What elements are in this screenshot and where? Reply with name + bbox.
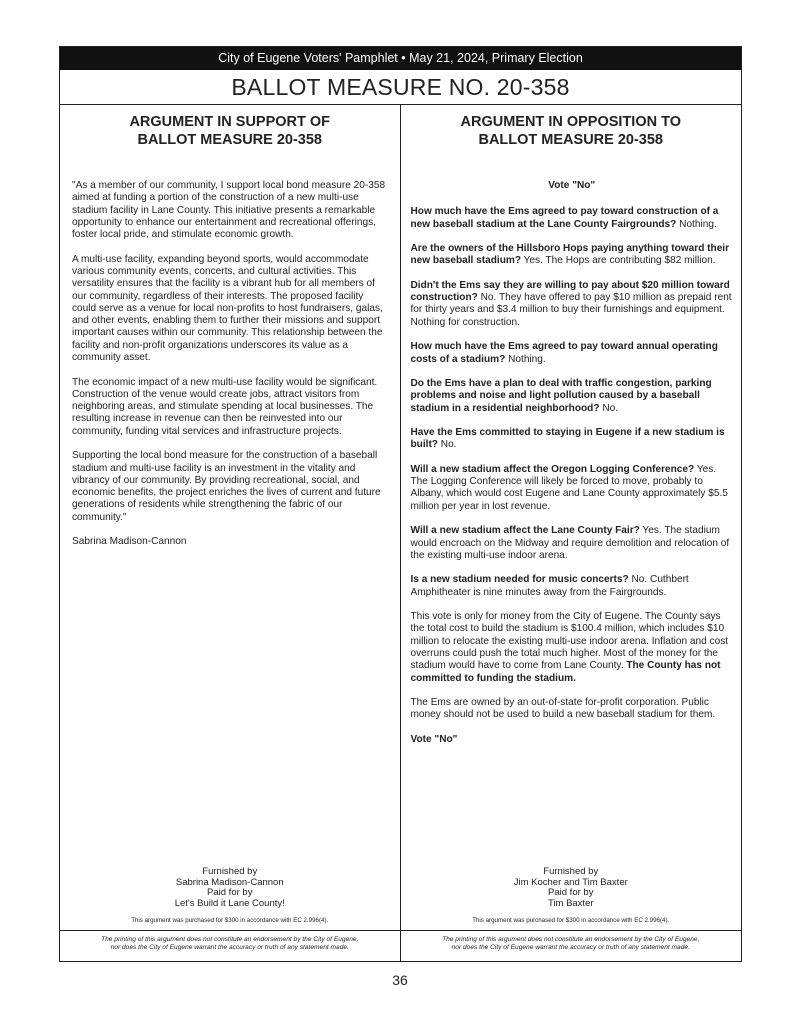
support-body	[72, 180, 386, 561]
vote-no-bottom-text: Vote "No"	[410, 733, 458, 745]
opposition-disclaimer-line2: nor does the City of Eugene warrant the accuracy or truth of any statement made.	[451, 944, 690, 951]
argument-columns	[60, 105, 741, 961]
opposition-furnished-label: Furnished by	[543, 866, 599, 877]
qa-item	[411, 206, 734, 231]
pamphlet-page-frame	[59, 46, 742, 962]
qa-answer: Nothing.	[508, 353, 546, 365]
qa-item	[411, 464, 734, 513]
page-number: 36	[392, 972, 408, 988]
support-column	[60, 105, 401, 961]
support-disclaimer-line1: The printing of this argument does not constitute an endorsement by the City of Eugene,	[101, 936, 359, 943]
opposition-column	[401, 105, 742, 961]
support-paragraph: The economic impact of a new multi-use facility would be significant. Construction of the venue would create jobs, attract visitors from neighboring areas, and stimulate spending at local businesses. The resulting increase in revenue can then be reinvested into our community, funding vital services and infrastructure projects.	[72, 376, 378, 437]
support-paid-by: Let's Build it Lane County!	[174, 897, 285, 909]
support-paid-label: Paid for by	[207, 887, 253, 899]
qa-item	[411, 243, 734, 268]
opposition-purchase-note: This argument was purchased for $300 in accordance with EC 2.996(4).	[472, 917, 670, 924]
qa-item	[411, 341, 734, 366]
qa-item	[411, 427, 734, 452]
qa-question: Are the owners of the Hillsboro Hops paying anything toward their new baseball stadium?	[410, 243, 730, 267]
support-heading-line2: BALLOT MEASURE 20-358	[137, 132, 322, 148]
qa-item	[411, 525, 734, 562]
qa-item	[411, 378, 734, 415]
qa-question: How much have the Ems agreed to pay toward annual operating costs of a stadium?	[410, 341, 718, 365]
opposition-furnished-by: Jim Kocher and Tim Baxter	[513, 876, 628, 888]
support-paragraph: A multi-use facility, expanding beyond sports, would accommodate various community events, concerts, and cultural activities. This versatility ensures that the facility is a vibrant hub for all members of our community, regardless of their interests. The proposed facility could serve as a venue for local non-profits to host fundraisers, galas, and other events, enabling them to further their missions and support important causes within our community. This relationship between the facility and non-profit organizations underscores its value as a community asset.	[72, 253, 383, 364]
qa-question: Will a new stadium affect the Oregon Logging Conference?	[410, 463, 695, 475]
support-disclaimer-line2: nor does the City of Eugene warrant the accuracy or truth of any statement made.	[110, 944, 349, 951]
ownership-paragraph: The Ems are owned by an out-of-state for-profit corporation. Public money should not be used to build a new baseball stadium for them.	[410, 697, 716, 721]
qa-question: Have the Ems committed to staying in Eugene if a new stadium is built?	[410, 427, 725, 451]
opposition-heading-line1: ARGUMENT IN OPPOSITION TO	[460, 114, 681, 130]
pamphlet-header-bar	[60, 47, 741, 70]
support-disclaimer	[60, 930, 400, 952]
opposition-heading-line2: BALLOT MEASURE 20-358	[478, 132, 663, 148]
measure-title: BALLOT MEASURE NO. 20-358	[60, 70, 741, 105]
support-paragraph: Supporting the local bond measure for the construction of a baseball stadium and multi-use facility is an investment in the vitality and vibrancy of our community. By providing recreational, social, and economic benefits, the project enriches the lives of current and future generations of residents while strengthening the fabric of our community."	[72, 450, 381, 523]
opposition-disclaimer	[401, 930, 742, 952]
qa-answer: Yes. The Logging Conference will likely be forced to move, probably to Albany, which would cost Eugene and Lane County approximately $5.5 million per year in lost revenue.	[410, 463, 728, 512]
qa-question: How much have the Ems agreed to pay toward construction of a new baseball stadium at the Lane County Fairgrounds?	[410, 206, 719, 230]
opposition-furnished-block	[401, 867, 742, 909]
pamphlet-header-text: City of Eugene Voters' Pamphlet • May 21, 2024, Primary Election	[218, 51, 583, 65]
qa-question: Will a new stadium affect the Lane County Fair?	[410, 525, 640, 537]
qa-answer: Yes. The Hops are contributing $82 million.	[523, 255, 716, 267]
cost-paragraph	[411, 611, 734, 685]
qa-answer: Yes. The stadium would encroach on the Midway and require demolition and relocation of the existing multi-use indoor arena.	[410, 525, 730, 561]
cost-emphasis: The County has not committed to funding the stadium.	[410, 660, 721, 684]
qa-question: Is a new stadium needed for music concerts?	[410, 574, 629, 586]
qa-answer: No.	[602, 402, 619, 414]
qa-answer: Nothing.	[679, 218, 717, 230]
opposition-disclaimer-line1: The printing of this argument does not constitute an endorsement by the City of Eugene,	[442, 936, 700, 943]
opposition-heading	[401, 113, 742, 149]
qa-item	[411, 280, 734, 329]
qa-question: Do the Ems have a plan to deal with traffic congestion, parking problems and noise and light pollution caused by a baseball stadium in a residential neighborhood?	[410, 378, 712, 414]
qa-answer: No.	[440, 439, 457, 451]
support-heading	[60, 113, 400, 149]
support-signature: Sabrina Madison-Cannon	[72, 536, 187, 548]
support-paragraph: "As a member of our community, I support local bond measure 20-358 aimed at funding a portion of the construction of a new multi-use stadium facility in Lane County. This initiative presents a remarkable opportunity to enhance our entertainment and recreational offerings, foster local pride, and stimulate economic growth.	[72, 180, 386, 241]
qa-answer: No. They have offered to pay $10 million as prepaid rent for thirty years and $3.4 million to buy their furnishings and equipment. Nothing for construction.	[410, 292, 732, 328]
opposition-body	[411, 180, 734, 758]
opposition-paid-label: Paid for by	[548, 887, 594, 899]
qa-question: Didn't the Ems say they are willing to pay about $20 million toward construction?	[410, 279, 730, 304]
opposition-paid-by: Tim Baxter	[547, 897, 594, 909]
qa-item	[411, 574, 734, 599]
support-furnished-by: Sabrina Madison-Cannon	[175, 876, 284, 888]
vote-no-top: Vote "No"	[548, 180, 596, 191]
vote-no-bottom	[411, 734, 734, 746]
support-purchase-note: This argument was purchased for $300 in accordance with EC 2.996(4).	[131, 917, 329, 924]
support-furnished-label: Furnished by	[202, 866, 258, 877]
support-furnished-block	[60, 867, 400, 909]
cost-text: This vote is only for money from the City of Eugene. The County says the total cost to build the stadium is $100.4 million, which includes $10 million to relocate the existing multi-use indoor arena. Inflation and cost overruns could push the total much higher. Most of the money for the stadium would have to come from Lane County.	[410, 611, 729, 672]
qa-answer: No. Cuthbert Amphitheater is nine minutes away from the Fairgrounds.	[410, 574, 689, 598]
support-heading-line1: ARGUMENT IN SUPPORT OF	[129, 114, 331, 130]
